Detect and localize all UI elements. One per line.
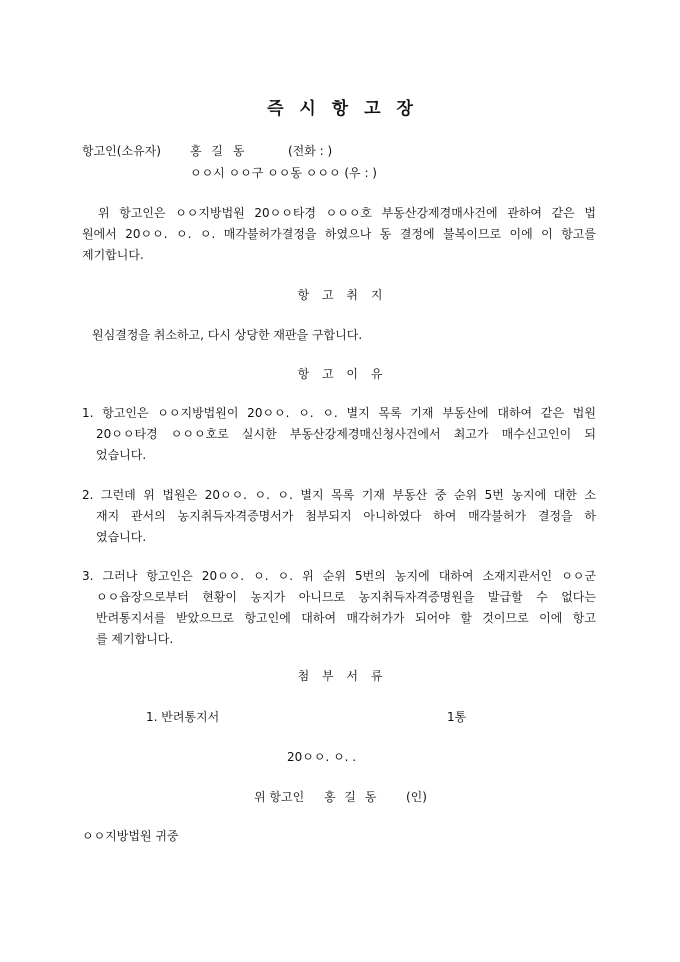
signature-seal: (인)	[406, 790, 427, 804]
reason-line: 었습니다.	[96, 448, 147, 462]
signature-name: 홍 길 동	[324, 790, 377, 804]
reason-line: 였습니다.	[96, 530, 147, 544]
document-title: 즉 시 항 고 장	[267, 99, 413, 119]
intro-line: 제기합니다.	[82, 248, 144, 262]
intro-line: 위 항고인은 ㅇㅇ지방법원 20ㅇㅇ타경 ㅇㅇㅇ호 부동산강제경매사건에 관하여 같은 법	[98, 206, 596, 220]
reason-line: 1. 항고인은 ㅇㅇ지방법원이 20ㅇㅇ. ㅇ. ㅇ. 별지 목록 기재 부동산에 대하여 같은 법원	[82, 406, 596, 420]
purpose-heading: 항 고 취 지	[297, 288, 383, 302]
attachments-heading: 첨 부 서 류	[297, 669, 383, 683]
reason-line: 반려통지서를 받았으므로 항고인에 대하여 매각허가가 되어야 할 것이므로 이에 항고	[96, 611, 596, 625]
reasons-heading: 항 고 이 유	[297, 367, 383, 381]
reason-line: ㅇㅇ읍장으로부터 현황이 농지가 아니므로 농지취득자격증명원을 발급할 수 없다는	[96, 590, 596, 604]
attachment-count: 1통	[447, 710, 467, 724]
purpose-text: 원심결정을 취소하고, 다시 상당한 재판을 구합니다.	[92, 328, 363, 342]
recipient-court: ㅇㅇ지방법원 귀중	[82, 829, 179, 843]
attachment-name: 1. 반려통지서	[146, 710, 220, 724]
intro-line: 원에서 20ㅇㅇ. ㅇ. ㅇ. 매각불허가결정을 하였으나 동 결정에 불복이므로 이에 이 항고를	[82, 227, 596, 241]
appellant-phone: (전화 : )	[288, 144, 333, 158]
document-date: 20ㅇㅇ. ㅇ. .	[287, 750, 357, 764]
signature-label: 위 항고인	[254, 790, 305, 804]
appellant-label: 항고인(소유자)	[82, 144, 161, 158]
reason-line: 재지 관서의 농지취득자격증명서가 첨부되지 아니하였다 하여 매각불허가 결정을 하	[96, 509, 596, 523]
appellant-address: ㅇㅇ시 ㅇㅇ구 ㅇㅇ동 ㅇㅇㅇ (우 : )	[190, 166, 377, 180]
reason-line: 2. 그런데 위 법원은 20ㅇㅇ. ㅇ. ㅇ. 별지 목록 기재 부동산 중 순위 5번 농지에 대한 소	[82, 488, 596, 502]
appellant-name: 홍 길 동	[190, 144, 245, 158]
reason-line: 를 제기합니다.	[96, 632, 174, 646]
reason-line: 3. 그러나 항고인은 20ㅇㅇ. ㅇ. ㅇ. 위 순위 5번의 농지에 대하여 소재지관서인 ㅇㅇ군	[82, 569, 596, 583]
reason-line: 20ㅇㅇ타경 ㅇㅇㅇ호로 실시한 부동산강제경매신청사건에서 최고가 매수신고인이 되	[96, 427, 596, 441]
